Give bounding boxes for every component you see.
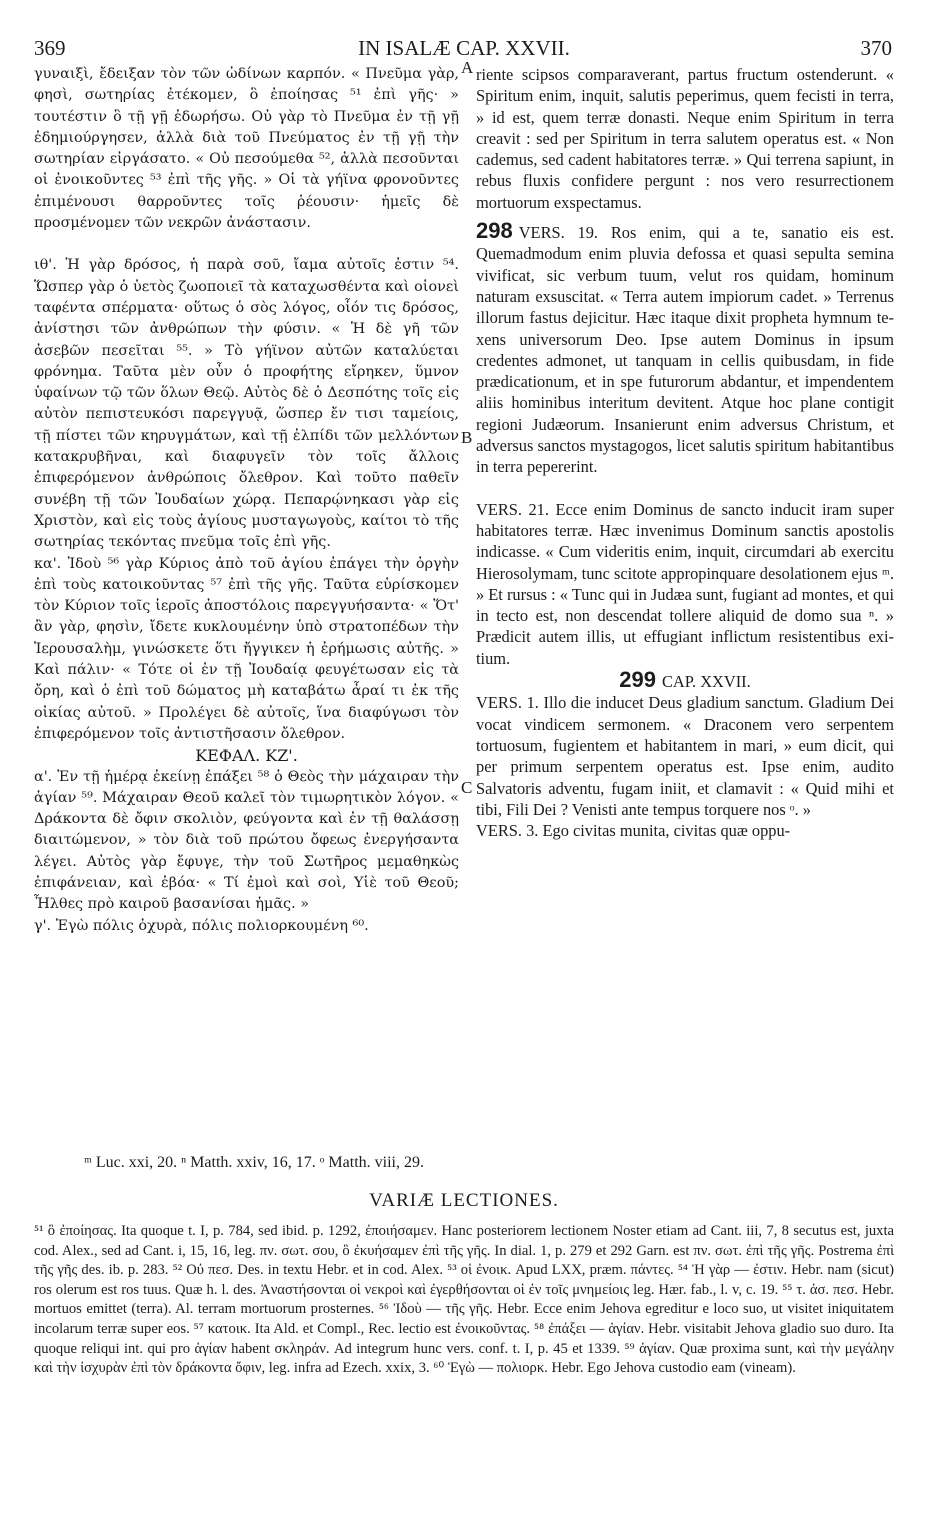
latin-paragraph: VERS. 3. Ego civitas munita, civitas quæ oppu- xyxy=(476,821,791,841)
latin-paragraph: riente scipsos comparaverant, partus fructum ostenderunt. « Spiritum enim, inquit, salutis peperimus, quem fecisti in terra, » id est, quem terræ donasti. Neque enim Spiritum in terra creavit : sed per Spiritum in terra salutem operatus est. « Non cademus, sed cadent habitatores terræ. » Qui terrena sapiunt, in rebus fluxis confidere pergunt : nos vero resurrectionem mortuorum exspectamus. xyxy=(476,65,894,212)
latin-chapter-title: CAP. XXVII. xyxy=(661,672,751,692)
page-number-right: 370 xyxy=(860,36,892,60)
latin-verse-text: VERS. 19. Ros enim, qui a te, sanatio eis est. Quemadmodum enim pluvia defossa et quasi sepulta semina vivificat, sic verbum tuum, velut ros quidam, hominum naturam exsuscitat. « Terra autem impiorum cadet. » Terrenus illorum fastus dejicitur. Hæc itaque dixit propheta hymnum texens universorum Deo. Ipse autem Dominus in ipsum credentes admonet, ut tanquam in cellis quibusdam, in fide prædicationum, et in spe futurorum abdantur, et impendentem aliis hominibus interitum devitent. Atque hoc plane contigit regioni Judæorum. Insanierunt enim adversus Christum, et adversus sanctos mystagogos, licet salutis spiritum habitantibus in terra pepererint. xyxy=(476,223,894,477)
greek-paragraph: γυναιξὶ, ἔδειξαν τὸν τῶν ὠδίνων καρπόν. « Πνεῦμα γὰρ, φησὶ, σωτηρίας ἐτέκομεν, ὃ ἐποίησας ⁵¹ ἐπὶ γῆς· » τουτέστιν ὃ τῇ γῇ ἐδωρήσω. Οὐ γὰρ τὸ Πνεῦμα ἐν τῇ γῇ ἐδημιούργησεν, ἀλλὰ διὰ τοῦ Πνεύματος ἐν τῇ γῇ τὴν σωτηρίαν εἰργάσατο. « Οὐ πεσούμεθα ⁵², ἀλλὰ πεσοῦνται οἱ ἐνοικοῦντες ⁵³ ἐπὶ τῆς γῆς. » Οἱ τὰ γήϊνα φρονοῦντες ἐπιμένουσι θαρροῦντες τοῖς ῥέουσιν· ἡμεῖς δὲ προσμένομεν τῶν νεκρῶν ἀνάστασιν. xyxy=(34,66,459,232)
latin-paragraph xyxy=(476,220,894,478)
column-number: 298 xyxy=(476,218,513,244)
footnote-references: ᵐ Luc. xxi, 20. ⁿ Matth. xxiv, 16, 17. ᵒ Matth. viii, 29. xyxy=(84,1154,424,1171)
margin-marker-c: C xyxy=(461,778,473,797)
greek-chapter-heading: ΚΕΦΑΛ. ΚΖ'. xyxy=(195,746,298,766)
latin-paragraph: VERS. 1. Illo die inducet Deus gladium sanctum. Gladium Dei vocat vindicem sermonem. « Draconem vero serpentem tortuosum, fugientem et habitantem in mari, » eum dicit, qui per primum serpentem operatus est. Ipse enim, audito Salvatoris adventu, fugam iniit, et clamavit : « Quid mihi et tibi, Fili Dei ? Venisti ante tempus torquere nos ᵒ. » xyxy=(476,693,894,819)
greek-paragraph: α'. Ἐν τῇ ἡμέρᾳ ἐκείνῃ ἐπάξει ⁵⁸ ὁ Θεὸς τὴν μάχαιραν τὴν ἁγίαν ⁵⁹. Μάχαιραν Θεοῦ καλεῖ τὸν τιμωρητικὸν λόγον. « Δράκοντα δὲ ὄφιν σκολιὸν, φεύγοντα καὶ ἐν τῇ θαλάσσῃ διαιτώμενον, » τὸν διὰ τοῦ πρώτου ὄφεως ἐνεργήσαντα λέγει. Αὐτὸς γὰρ ἔφυγε, τὴν τοῦ Σωτῆρος μεμαθηκὼς ἐπιφάνειαν, καὶ ἐβόα· « Τί ἐμοὶ καὶ σοὶ, Υἱὲ τοῦ Θεοῦ; Ἦλθες πρὸ καιροῦ βασανίσαι ἡμᾶς. » xyxy=(34,768,459,913)
column-number: 299 xyxy=(619,667,656,693)
latin-paragraph: VERS. 21. Ecce enim Dominus de sancto inducit iram super habitatores terræ. Hæc invenimus Dominum sanctis apostolis indicasse. « Cum videritis enim, inquit, circumdari ab exercitu Hierosolymam, tunc scitote appropinquare desolationem ejus ᵐ. » Et rursus : « Tunc qui in Judæa sunt, fugiant ad montes, et qui in tecto est, non descendat tollere aliquid de domo sua ⁿ. » Prædicit autem illis, ut effugiant inflictum resistentibus exitium. xyxy=(476,499,894,668)
greek-paragraph: γ'. Ἐγὼ πόλις ὀχυρὰ, πόλις πολιορκουμένη ⁶⁰. xyxy=(34,917,369,934)
margin-marker-b: B xyxy=(461,428,473,447)
page-number-left: 369 xyxy=(34,36,66,60)
variae-lectiones-title: VARIÆ LECTIONES. xyxy=(369,1190,559,1211)
running-title: IN ISALÆ CAP. XXVII. xyxy=(358,36,570,60)
greek-paragraph: ιθ'. Ἡ γὰρ δρόσος, ἡ παρὰ σοῦ, ἴαμα αὐτοῖς ἐστιν ⁵⁴. Ὥσπερ γὰρ ὁ ὑετὸς ζωοποιεῖ τὰ καταχωσθέντα καὶ οἱονεὶ ταφέντα σπέρματα· οὕτως ὁ σὸς λόγος, οἷόν τις δρόσος, ἀνίστησι τῶν ἀνθρώπων τὴν φύσιν. « Ἡ δὲ γῆ τῶν ἀσεβῶν πεσεῖται ⁵⁵. » Τὸ γήϊνον αὐτῶν καταλύεται φρόνημα. Ταῦτα μὲν οὖν ὁ προφήτης εἴρηκεν, ὕμνον ὑφαίνων τῷ τῶν ὅλων Θεῷ. Αὐτὸς δὲ ὁ Δεσπότης τοῖς εἰς αὐτὸν πεπιστευκόσι παρεγγυᾷ, ὥσπερ ἔν τισι ταμείοις, τῇ πίστει τῶν κηρυγμάτων, καὶ τῇ ἐλπίδι τῶν μελλόντων κατακρυβῆναι, καὶ διαφυγεῖν τὸν τοῖς ἄλλοις ἐπιφερόμενον ἀνθρώποις ὄλεθρον. Καὶ τοῦτο παθεῖν συνέβη τῇ τῶν Ἰουδαίων χώρᾳ. Πεπαρῴνηκασι γὰρ εἰς Χριστὸν, καὶ εἰς τοὺς ἁγίους μυσταγωγοὺς, καίτοι τὸ τῆς σωτηρίας τεκόντας πνεῦμα τοῖς ἐπὶ γῆς. xyxy=(34,257,459,551)
greek-column xyxy=(34,64,459,937)
greek-paragraph: κα'. Ἰδοὺ ⁵⁶ γὰρ Κύριος ἀπὸ τοῦ ἁγίου ἐπάγει τὴν ὀργὴν ἐπὶ τοὺς κατοικοῦντας ⁵⁷ ἐπὶ τῆς γῆς. Ταῦτα εὑρίσκομεν τὸν Κύριον τοῖς ἱεροῖς ἀποστόλοις παρεγγυήσαντα· « Ὅτ' ἂν γὰρ, φησὶν, ἴδετε κυκλουμένην ὑπὸ στρατοπέδων τὴν Ἱερουσαλὴμ, γινώσκετε ὅτι ἤγγικεν ἡ ἐρήμωσις αὐτῆς. » Καὶ πάλιν· « Τότε οἱ ἐν τῇ Ἰουδαίᾳ φευγέτωσαν εἰς τὰ ὄρη, καὶ ὁ ἐπὶ τοῦ δώματος μὴ καταβάτω ἆραί τι ἐκ τῆς οἰκίας αὐτοῦ. » Προλέγει δὲ αὐτοῖς, ἵνα διαφύγωσι τὸν ἐπιφερόμενον τοῖς ἀντιστῆσασιν ὄλεθρον. xyxy=(34,555,459,742)
latin-column xyxy=(476,64,894,841)
margin-marker-a: A xyxy=(461,58,474,77)
latin-chapter-heading xyxy=(476,669,894,692)
variae-lectiones-text: ⁵¹ ὃ ἐποίησας. Ita quoque t. I, p. 784, sed ibid. p. 1292, ἐποιήσαμεν. Hanc posteriorem lectionem Noster etiam ad Cant. iii, 7, 8 secutus est, juxta cod. Alex., sed ad Cant. i, 15, 16, leg. πν. σωτ. σου, ὃ ἐκυήσαμεν ἐπὶ τῆς γῆς. In dial. 1, p. 279 et 292 Garn. est πν. σωτ. ἐπὶ τῆς γῆς. Postrema ἐπὶ τῆς γῆς des. ib. p. 283. ⁵² Οὐ πεσ. Des. in textu Hebr. et in cod. Alex. ⁵³ οἱ ἐνοικ. Apud LXX, præm. πάντες. ⁵⁴ Ἡ γὰρ — ἐστιν. Hebr. nam (sicut) ros olerum est ros tuus. Quæ h. l. des. Ἀναστήσονται οἱ νεκροὶ καὶ ἐγερθήσονται οἱ ἐν τοῖς μνημείοις leg. Hær. fab., l. v, c. 19. ⁵⁵ τ. ἀσ. πεσ. Hebr. mortuos emittet (terra). Al. terram mortuorum prosternes. ⁵⁶ Ἰδοὺ — τῆς γῆς. Hebr. Ecce enim Jehova egreditur e loco suo, ut visitet iniquitatem incolarum terræ super eos. ⁵⁷ κατοικ. Ita Ald. et Compl., Rec. lectio est ἐνοικοῦντας. ⁵⁸ ἐπάξει — ἁγίαν. Hebr. visitabit Jehova gladio suo duro. Ita quoque reliqui int. qui pro ἁγίαν habent σκληράν. Ad integrum hunc vers. conf. t. I, p. 45 et 1339. ⁵⁹ ἁγίαν. Quæ proxima sunt, καὶ τὴν μεγάλην καὶ τὴν ἰσχυρὰν ἐπὶ τὸν δράκοντα ὄφιν, leg. infra ad Ezech. xxix, 3. ⁶⁰ Ἐγὼ — πολιορκ. Hebr. Ego Jehova custodio eam (vineam). xyxy=(34,1223,894,1377)
